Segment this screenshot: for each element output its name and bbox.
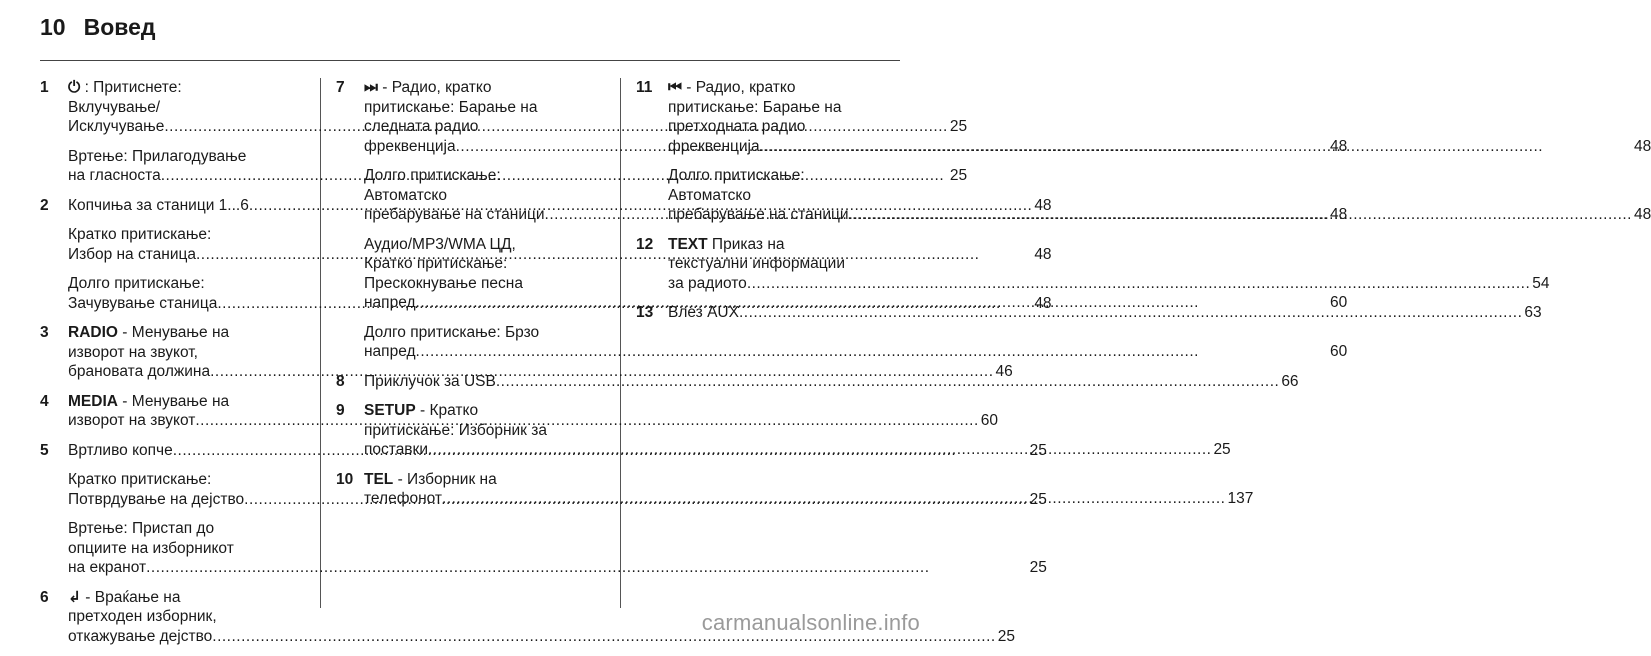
- page-ref: 48: [1330, 137, 1348, 155]
- page-ref: 48: [1034, 294, 1052, 312]
- page-ref: 60: [1330, 343, 1348, 360]
- page-number: 10: [40, 14, 66, 40]
- page-ref: 25: [1029, 490, 1047, 508]
- radio-key: RADIO: [68, 324, 118, 341]
- page-ref: 48: [1634, 137, 1651, 155]
- entry-8: 8 Приклучок за USB ..... 66: [336, 372, 604, 392]
- page-ref: 54: [1532, 274, 1550, 292]
- page-ref: 25: [997, 627, 1015, 645]
- tel-key: TEL: [364, 470, 394, 488]
- entry-2: 2 Копчиња за станици 1...6 ..... 48 Кратко притискање: Избор на станица ..... 48 Долго притискање: Зачувување станица ..... 48: [40, 196, 304, 314]
- entry-5: 5 Вртливо копче ..... 25 Кратко притискање: Потврдување на дејство ..... 25 Вртење: Пристап до опциите на изборникот на екранот ..... 25: [40, 441, 304, 578]
- page-header: [40, 14, 155, 41]
- header-rule: [40, 60, 900, 61]
- page-ref: 48: [1330, 206, 1348, 223]
- entry-9: 9 SETUP - Кратко притискање: Изборник за поставки ..... 25: [336, 401, 604, 460]
- text-key: TEXT: [668, 235, 708, 253]
- page-ref: 46: [995, 363, 1013, 380]
- entry-3: 3 RADIO - Менување на изворот на звукот, брановата должина ..... 46: [40, 323, 304, 382]
- page-ref: 137: [1227, 490, 1254, 507]
- entry-4: 4 MEDIA - Менување на изворот на звукот ..... 60: [40, 392, 304, 431]
- page-ref: 25: [1029, 559, 1047, 576]
- entry-12: 12 TEXT Приказ на текстуални информации за радиото ..... 54: [636, 235, 900, 294]
- page-ref: 48: [1034, 245, 1052, 263]
- page-ref: 25: [1029, 441, 1047, 459]
- entry-13: 13 Влез AUX ..... 63: [636, 303, 900, 323]
- page-ref: 48: [1634, 206, 1651, 223]
- page-title: Вовед: [83, 14, 156, 40]
- page-ref: 63: [1524, 304, 1542, 321]
- page-ref: 66: [1281, 372, 1299, 390]
- page-ref: 25: [1213, 441, 1231, 458]
- page-ref: 25: [949, 118, 968, 135]
- page-ref: 60: [1330, 294, 1348, 311]
- power-icon: ⏻: [68, 79, 81, 96]
- entry-10: 10 TEL - Изборник на телефонот ..... 137: [336, 470, 604, 509]
- page-ref: 48: [1034, 196, 1052, 214]
- entry-7: 7 ⏭ - Радио, кратко притискање: Барање на следната радио фреквенција ..... 48 Долго притискање: Автоматско пребарување на станици ..... 48 Аудио/MP3/WMA ЦД, Кратко притискање: Прескокнување песна напред ..... 60 Долго притискање: Брзо напред ..... 60: [336, 78, 604, 362]
- entry-6: 6 ↲ - Враќање на претходен изборник, откажување дејство ..... 25: [40, 588, 304, 647]
- watermark: carmanualsonline.info: [701, 610, 920, 635]
- previous-track-icon: ⏮: [668, 79, 682, 96]
- setup-key: SETUP: [364, 402, 416, 419]
- next-track-icon: ⏭: [364, 79, 378, 96]
- entry-11: 11 ⏮ - Радио, кратко притискање: Барање на претходната радио фреквенција ..... 48 Долго притискање: Автоматско пребарување на станици ..... 48: [636, 78, 900, 225]
- page-ref: 25: [949, 167, 968, 184]
- back-arrow-icon: ↲: [68, 588, 81, 606]
- media-key: MEDIA: [68, 392, 118, 410]
- entry-1: 1 ⏻ : Притиснете: Вклучување/ Исклучување ..... 25 Вртење: Прилагодување на гласноста ..... 25: [40, 78, 304, 186]
- page-ref: 60: [980, 412, 999, 429]
